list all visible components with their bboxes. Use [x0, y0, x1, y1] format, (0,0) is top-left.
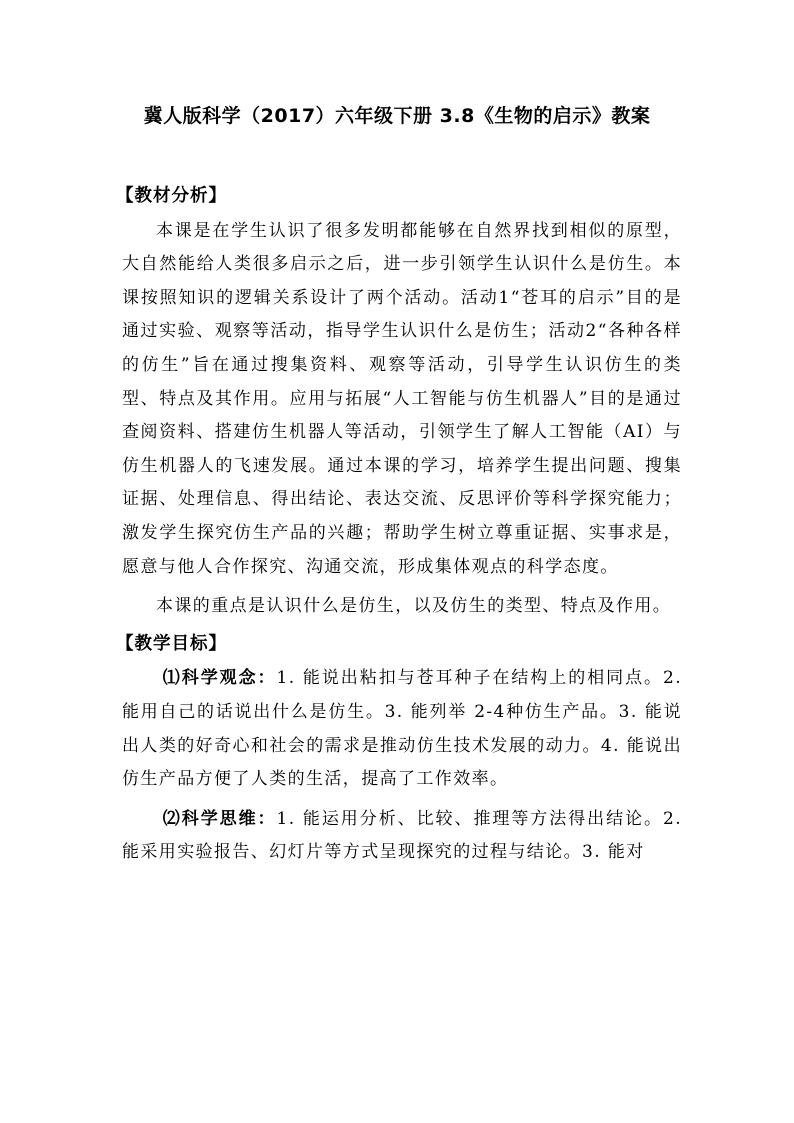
objective-text-science-thinking: 1. 能运用分析、比较、推理等方法得出结论。2. 能采用实验报告、幻灯片等方式呈现探究的过程与结论。3. 能对 [122, 808, 682, 863]
document-title: 冀人版科学（2017）六年级下册 3.8《生物的启示》教案 [143, 105, 651, 127]
objective-text-science-concept: 1. 能说出粘扣与苍耳种子在结构上的相同点。2. 能用自己的话说出什么是仿生。3. 能列举 2-4种仿生产品。3. 能说出人类的好奇心和社会的需求是推动仿生技术发展的动力。4. 能说出仿生产品方便了人类的生活，提高了工作效率。 [122, 668, 682, 790]
analysis-paragraph: 本课是在学生认识了很多发明都能够在自然界找到相似的原型，大自然能给人类很多启示之后，进一步引领学生认识什么是仿生。本课按照知识的逻辑关系设计了两个活动。活动1“苍耳的启示”目的是通过实验、观察等活动，指导学生认识什么是仿生；活动2“各种各样的仿生”旨在通过搜集资料、观察等活动，引导学生认识仿生的类型、特点及其作用。应用与拓展“人工智能与仿生机器人”目的是通过查阅资料、搭建仿生机器人等活动，引领学生了解人工智能（AI）与仿生机器人的飞速发展。通过本课的学习，培养学生提出问题、搜集证据、处理信息、得出结论、表达交流、反思评价等科学探究能力；激发学生探究仿生产品的兴趣；帮助学生树立尊重证据、实事求是，愿意与他人合作探究、沟通交流，形成集体观点的科学态度。 [122, 220, 682, 577]
objective-label-science-thinking: ⑵科学思维： [162, 808, 277, 829]
objective-science-thinking [122, 803, 682, 870]
analysis-key-point: 本课的重点是认识什么是仿生，以及仿生的类型、特点及作用。 [156, 596, 672, 617]
section-heading-objectives: 【教学目标】 [116, 633, 227, 654]
document-body [116, 180, 682, 870]
objective-label-science-concept: ⑴科学观念： [162, 668, 277, 689]
section-heading-analysis: 【教材分析】 [116, 186, 227, 206]
objective-science-concept [122, 662, 682, 796]
